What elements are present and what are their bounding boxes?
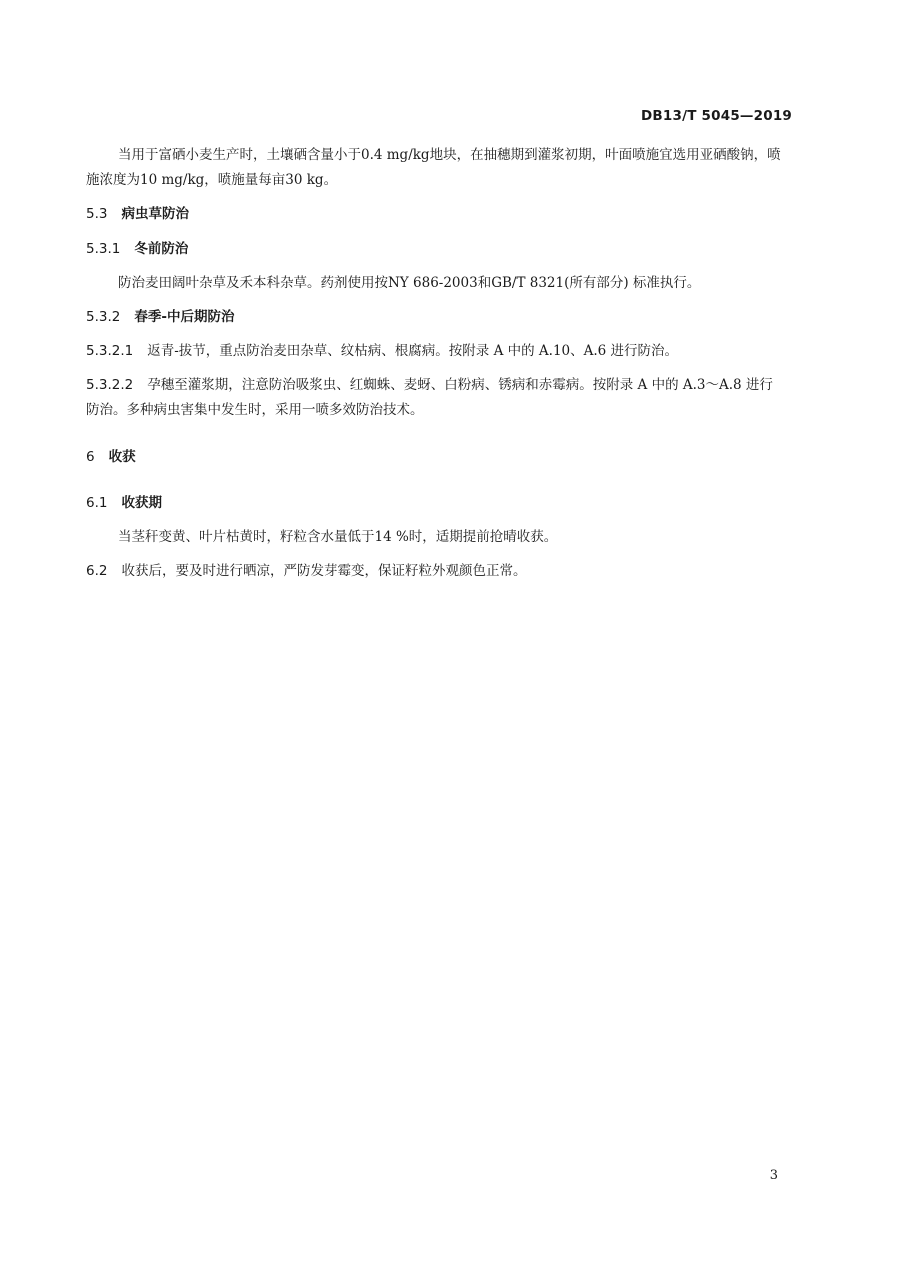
clause-text: 收获后，要及时进行晒凉，严防发芽霉变，保证籽粒外观颜色正常。 [121, 563, 527, 579]
document-body [86, 140, 786, 584]
clause-text: 孕穗至灌浆期，注意防治吸浆虫、红蜘蛛、麦蚜、白粉病、锈病和赤霉病。按附录 A 中的 A.3～A.8 进行防治。多种病虫害集中发生时，采用一喷多效防治技术。 [86, 377, 773, 418]
section-number: 5.3 [86, 206, 108, 222]
paragraph-harvest-period: 当茎秆变黄、叶片枯黄时，籽粒含水量低于14 %时，适期提前抢晴收获。 [118, 529, 558, 545]
section-number: 5.3.1 [86, 241, 121, 257]
section-number: 5.3.2 [86, 309, 121, 325]
heading-6 [86, 445, 786, 470]
paragraph-selenium: 当用于富硒小麦生产时，土壤硒含量小于0.4 mg/kg地块，在抽穗期到灌浆初期，叶面喷施宜选用亚硒酸钠，喷施浓度为10 mg/kg，喷施量每亩30 kg。 [86, 147, 781, 188]
page-number: 3 [769, 1168, 778, 1183]
heading-5-3-2 [86, 305, 786, 330]
heading-5-3-1 [86, 237, 786, 262]
paragraph-winter-control: 防治麦田阔叶杂草及禾本科杂草。药剂使用按NY 686-2003和GB/T 8321(所有部分) 标准执行。 [118, 275, 701, 291]
section-title: 冬前防治 [134, 241, 189, 257]
clause-text: 返青-拔节，重点防治麦田杂草、纹枯病、根腐病。按附录 A 中的 A.10、A.6 进行防治。 [147, 343, 679, 359]
clause-5-3-2-1 [86, 339, 786, 364]
section-number: 6.1 [86, 495, 108, 511]
section-title: 收获期 [121, 495, 162, 511]
section-title: 病虫草防治 [121, 206, 189, 222]
heading-5-3 [86, 202, 786, 227]
section-title: 春季-中后期防治 [134, 309, 235, 325]
document-code: DB13/T 5045—2019 [641, 108, 792, 124]
heading-6-1 [86, 491, 786, 516]
clause-6-2 [86, 559, 786, 584]
clause-number: 6.2 [86, 563, 108, 579]
clause-number: 5.3.2.2 [86, 377, 134, 393]
clause-number: 5.3.2.1 [86, 343, 134, 359]
section-title: 收获 [108, 449, 136, 465]
clause-5-3-2-2 [86, 373, 786, 423]
section-number: 6 [86, 449, 95, 465]
